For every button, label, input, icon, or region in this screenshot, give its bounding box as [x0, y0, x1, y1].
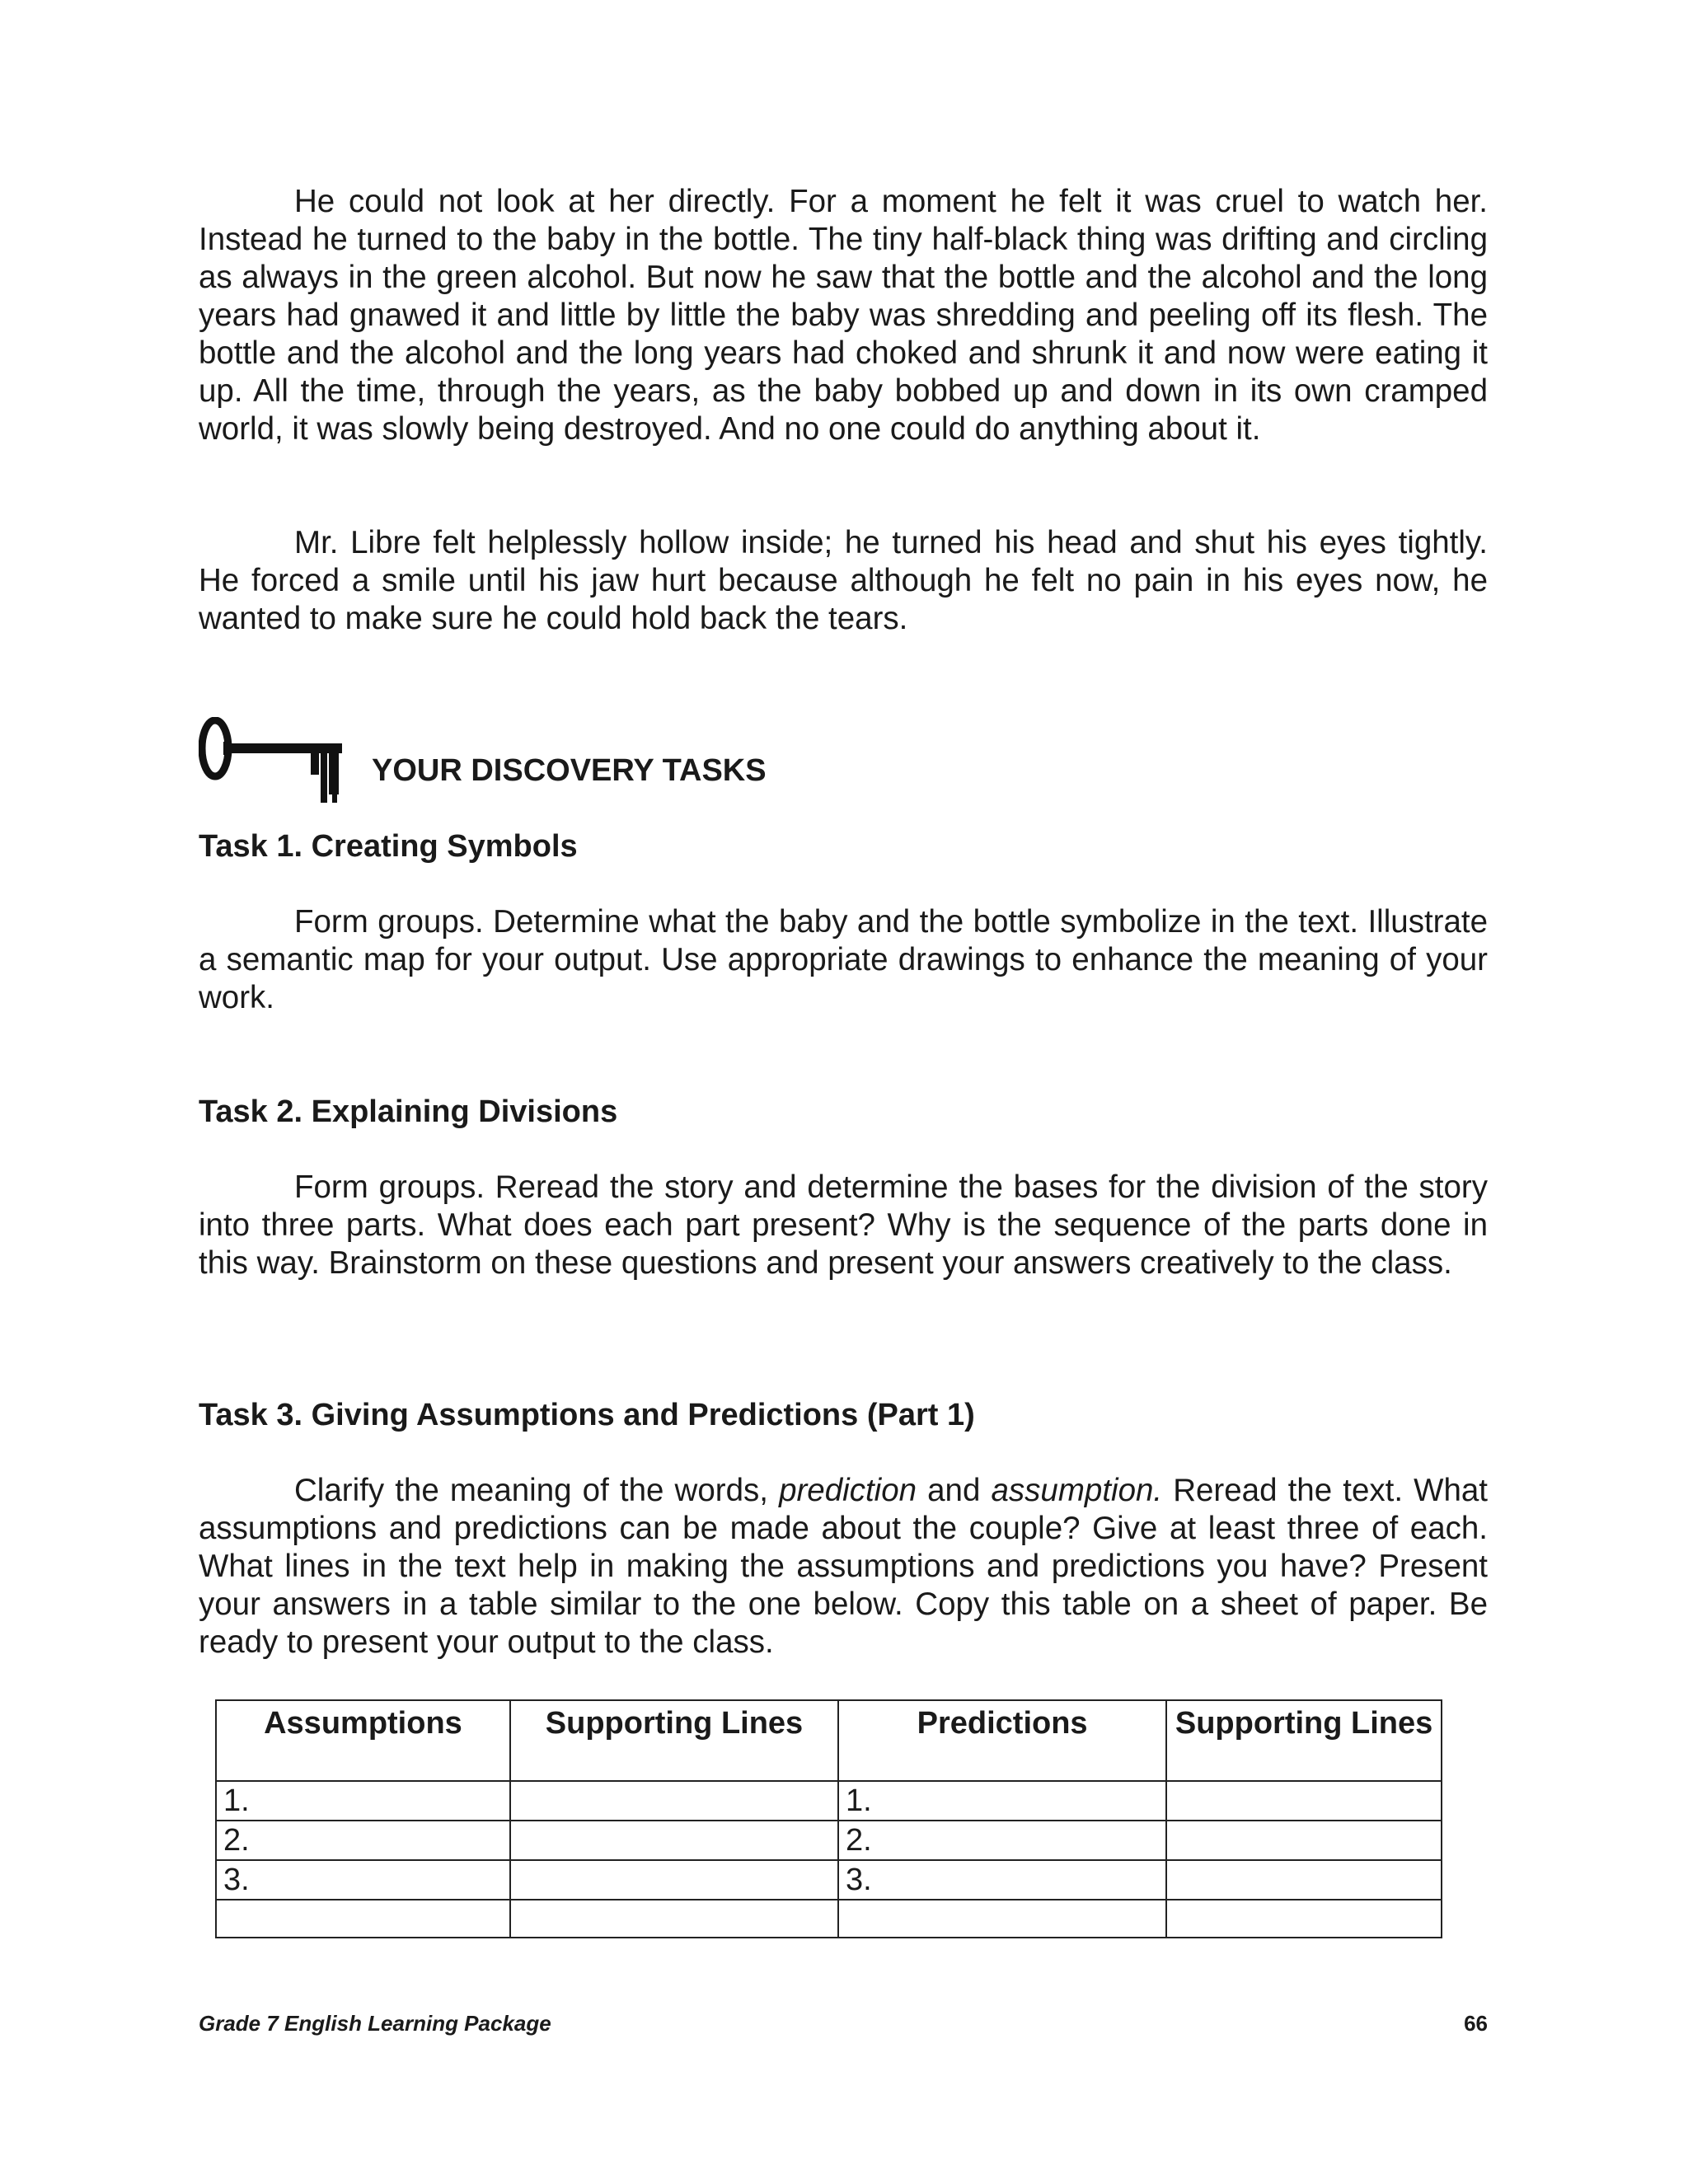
- table-cell: [216, 1900, 510, 1938]
- table-cell: [510, 1821, 838, 1860]
- assumptions-predictions-table: [215, 1699, 1442, 1938]
- table-header-row: [216, 1700, 1442, 1781]
- table-cell: [510, 1781, 838, 1821]
- table-cell: [1166, 1860, 1442, 1900]
- table-row: [216, 1900, 1442, 1938]
- table-row: [216, 1821, 1442, 1860]
- word-assumption: assumption.: [991, 1473, 1163, 1508]
- table-cell: 3.: [838, 1860, 1166, 1900]
- task1-body: Form groups. Determine what the baby and the bottle symbolize in the text. Illustrate a semantic map for your output. Use appropriate drawings to enhance the meaning of your work.: [199, 904, 1488, 1015]
- table-row: [216, 1860, 1442, 1900]
- key-icon: [199, 717, 347, 808]
- task2-body: Form groups. Reread the story and determine the bases for the division of the story into three parts. What does each part present? Why is the sequence of the parts done in this way. Brainstorm on these questions and present your answers creatively to the class.: [199, 1169, 1488, 1281]
- table-cell: 2.: [216, 1821, 510, 1860]
- col-header-predictions: Predictions: [838, 1700, 1166, 1781]
- table-cell: [1166, 1821, 1442, 1860]
- task3-body: [199, 1472, 1488, 1661]
- table-cell: [1166, 1900, 1442, 1938]
- col-header-supporting-lines: Supporting Lines: [510, 1700, 838, 1781]
- table-row: [216, 1781, 1442, 1821]
- discovery-title: YOUR DISCOVERY TASKS: [372, 753, 767, 788]
- story-paragraph-1: He could not look at her directly. For a moment he felt it was cruel to watch her. Instead he turned to the baby in the bottle. The tiny half-black thing was drifting and circling as always in the green alcohol. But now he saw that the bottle and the alcohol and the long years had gnawed it and little by little the baby was shredding and peeling off its flesh. The bottle and the alcohol and the long years had choked and shrunk it and now were eating it up. All the time, through the years, as the baby bobbed up and down in its own cramped world, it was slowly being destroyed. And no one could do anything about it.: [199, 184, 1488, 447]
- col-header-assumptions: Assumptions: [216, 1700, 510, 1781]
- table-cell: 1.: [216, 1781, 510, 1821]
- table-cell: [838, 1900, 1166, 1938]
- footer-title: Grade 7 English Learning Package: [199, 2011, 551, 2036]
- table-cell: [1166, 1781, 1442, 1821]
- table-cell: 2.: [838, 1821, 1166, 1860]
- task3-body-rest: Reread the text. What assumptions and predictions can be made about the couple? Give at least three of each. What lines in the text help in making the assumptions and predictions you have? Present your answers in a table similar to the one below. Copy this table on a sheet of paper. Be ready to present your output to the class.: [199, 1473, 1488, 1660]
- task2-heading: Task 2. Explaining Divisions: [199, 1094, 618, 1129]
- col-header-supporting-lines-2: Supporting Lines: [1166, 1700, 1442, 1781]
- task3-heading: Task 3. Giving Assumptions and Predictions (Part 1): [199, 1398, 975, 1432]
- page-number: 66: [1464, 2011, 1488, 2036]
- story-paragraph-2: Mr. Libre felt helplessly hollow inside; he turned his head and shut his eyes tightly. He forced a smile until his jaw hurt because although he felt no pain in his eyes now, he wanted to make sure he could hold back the tears.: [199, 525, 1488, 636]
- table-cell: 3.: [216, 1860, 510, 1900]
- discovery-tasks-header: [199, 717, 1488, 808]
- task3-body-start: Clarify the meaning of the words,: [294, 1473, 780, 1508]
- task3-body-and: and: [917, 1473, 992, 1508]
- word-prediction: prediction: [779, 1473, 917, 1508]
- table-cell: [510, 1900, 838, 1938]
- table-cell: 1.: [838, 1781, 1166, 1821]
- page-footer: [199, 2011, 1488, 2044]
- task1-heading: Task 1. Creating Symbols: [199, 829, 578, 864]
- table-cell: [510, 1860, 838, 1900]
